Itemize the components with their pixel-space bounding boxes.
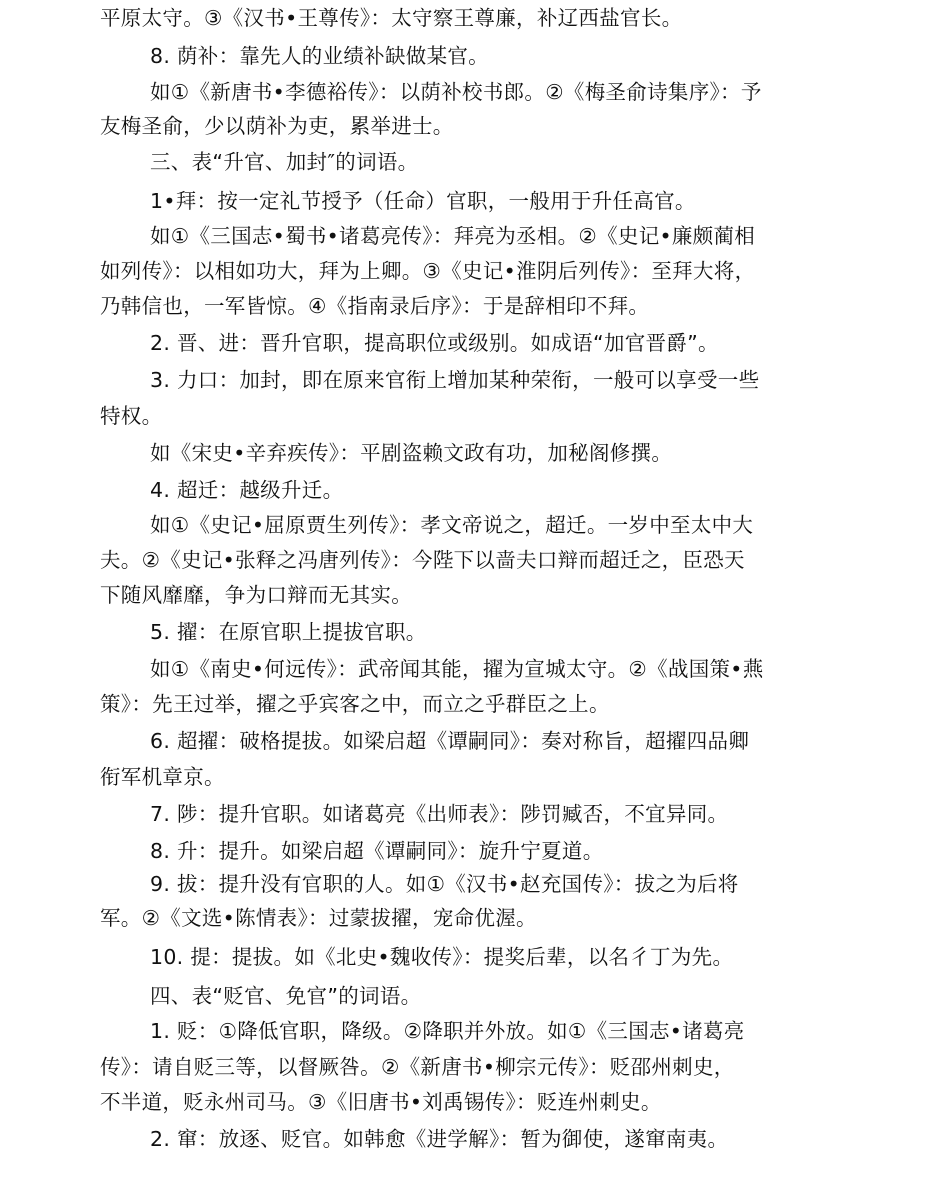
text-line: 不半道，贬永州司马。③《旧唐书•刘禹锡传》：贬连州刺史。 xyxy=(100,1090,662,1114)
text-line: 策》：先王过举，擢之乎宾客之中，而立之乎群臣之上。 xyxy=(100,692,610,716)
text-line: 10. 提：提拔。如《北史•魏收传》：提奖后辈，以名彳丁为先。 xyxy=(150,945,734,969)
text-line: 特权。 xyxy=(100,404,163,428)
section-heading: 三、表“升官、加封″的词语。 xyxy=(150,150,419,174)
text-line: 如《宋史•辛弃疾传》：平剧盗赖文政有功，加秘阁修撰。 xyxy=(150,441,673,465)
text-line: 1•拜：按一定礼节授予（任命）官职，一般用于升任高官。 xyxy=(150,189,696,213)
text-line: 3. 力口：加封，即在原来官衔上增加某种荣衔，一般可以享受一些 xyxy=(150,368,760,392)
text-line: 如①《史记•屈原贾生列传》：孝文帝说之，超迁。一岁中至太中大 xyxy=(150,513,754,537)
text-line: 6. 超擢：破格提拔。如梁启超《谭嗣同》：奏对称旨，超擢四品卿 xyxy=(150,729,750,753)
text-line: 8. 升：提升。如梁启超《谭嗣同》：旋升宁夏道。 xyxy=(150,839,604,863)
text-line: 9. 拔：提升没有官职的人。如①《汉书•赵充国传》：拔之为后将 xyxy=(150,872,739,896)
text-line: 如①《新唐书•李德裕传》：以荫补校书郎。②《梅圣俞诗集序》：予 xyxy=(150,80,762,104)
text-line: 1. 贬：①降低官职，降级。②降职并外放。如①《三国志•诸葛亮 xyxy=(150,1019,745,1043)
text-line: 衔军机章京。 xyxy=(100,765,225,789)
text-line: 夫。②《史记•张释之冯唐列传》：今陛下以啬夫口辩而超迁之，臣恐天 xyxy=(100,548,745,572)
section-heading: 四、表“贬官、免官”的词语。 xyxy=(150,984,422,1008)
text-line: 2. 窜：放逐、贬官。如韩愈《进学解》：暂为御使，遂窜南夷。 xyxy=(150,1127,729,1151)
text-line: 友梅圣俞，少以荫补为吏，累举进士。 xyxy=(100,114,454,138)
text-line: 2. 晋、进：晋升官职，提高职位或级别。如成语“加官晋爵”。 xyxy=(150,331,719,355)
text-line: 5. 擢：在原官职上提拔官职。 xyxy=(150,620,427,644)
text-line: 7. 陟：提升官职。如诸葛亮《出师表》：陟罚臧否，不宜异同。 xyxy=(150,802,729,826)
text-line: 8. 荫补：靠先人的业绩补缺做某官。 xyxy=(150,44,489,68)
text-line: 如列传》：以相如功大，拜为上卿。③《史记•淮阴后列传》：至拜大将， xyxy=(100,259,756,283)
text-line: 4. 超迁：越级升迁。 xyxy=(150,478,344,502)
text-line: 如①《三国志•蜀书•诸葛亮传》：拜亮为丞相。②《史记•廉颇蔺相 xyxy=(150,224,756,248)
text-line: 军。②《文选•陈情表》：过蒙拔擢，宠命优渥。 xyxy=(100,906,537,930)
text-line: 下随风靡靡，争为口辩而无其实。 xyxy=(100,583,412,607)
text-line: 传》：请自贬三等，以督厥咎。②《新唐书•柳宗元传》：贬邵州刺史， xyxy=(100,1055,735,1079)
text-line: 乃韩信也，一军皆惊。④《指南录后序》：于是辞相印不拜。 xyxy=(100,294,650,318)
text-line: 平原太守。③《汉书•王尊传》：太守察王尊廉，补辽西盐官长。 xyxy=(100,6,683,30)
text-line: 如①《南史•何远传》：武帝闻其能，擢为宣城太守。②《战国策•燕 xyxy=(150,657,764,681)
